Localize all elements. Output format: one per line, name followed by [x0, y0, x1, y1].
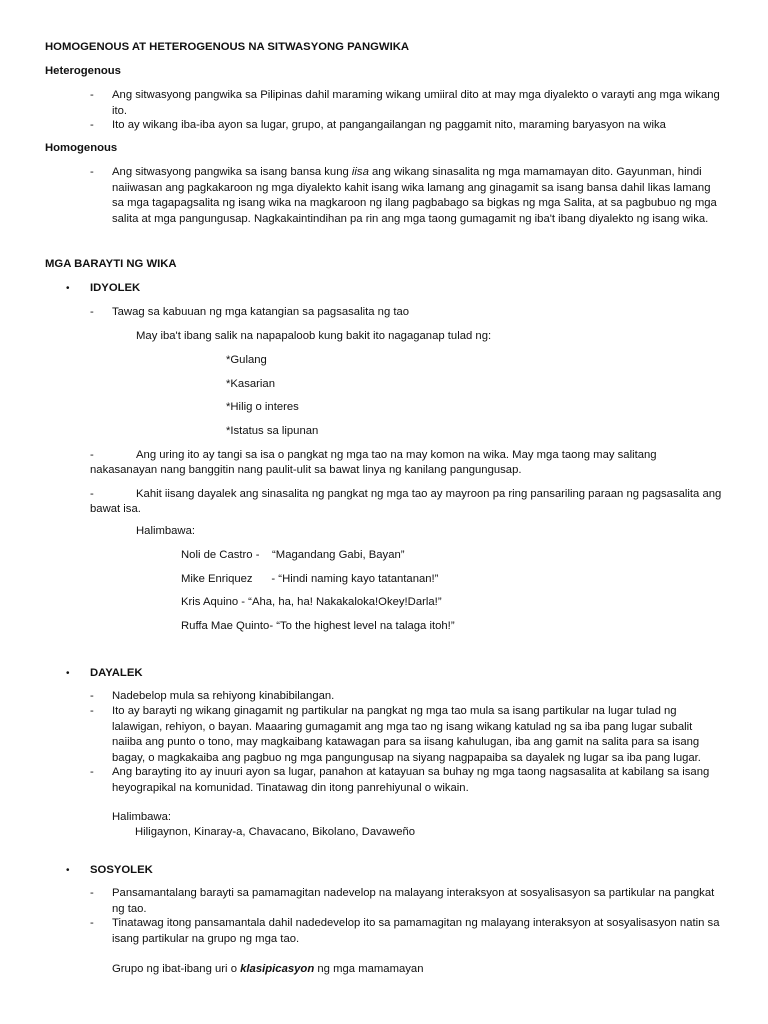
heterogenous-heading: Heterogenous [45, 65, 121, 77]
dayalek-heading: DAYALEK [90, 667, 143, 679]
salik-item: *Istatus sa lipunan [226, 425, 319, 437]
document-title: HOMOGENOUS AT HETEROGENOUS NA SITWASYONG PANGWIKA [45, 41, 410, 53]
barayti-heading: MGA BARAYTI NG WIKA [45, 258, 177, 270]
heterogenous-item-1: Ang sitwasyong pangwika sa Pilipinas dahil maraming wikang umiiral dito at may mga diyalekto o varayti ang mga wikang ito. [112, 89, 720, 117]
idyolek-paragraph-2-lead: Kahit iisang dayalek ang sinasalita ng pangkat ng mga tao ay mayroon pa ring pansariling paraan ng pagsasalita ang [136, 488, 722, 500]
salik-item: *Gulang [226, 354, 267, 366]
heterogenous-item-2: Ito ay wikang iba-iba ayon sa lugar, grupo, at pangangailangan ng paggamit nito, maraming baryasyon na wika [112, 119, 666, 131]
dayalek-item-3: Ang barayting ito ay inuuri ayon sa lugar, panahon at katayuan sa buhay ng mga taong nagsasalita at kabilang sa isang heyograpikal na komunidad. Tinatawag din itong panrehiyunal o wikain. [112, 766, 710, 794]
sosyolek-item-2: Tinatawag itong pansamantala dahil nadedevelop ito sa pamamagitan ng malayang interaksyon at sosyalisasyon natin sa isang partikular na grupo ng mga tao. [112, 917, 720, 945]
bullet-marker: • [66, 865, 70, 876]
dayalek-halimbawa-label: Halimbawa: [112, 811, 172, 823]
sosyolek-last-start: Grupo ng ibat-ibang uri o [112, 963, 241, 975]
bullet-marker: • [66, 283, 70, 294]
homogenous-emphasis: iisa [351, 166, 369, 178]
dash-marker: - [90, 89, 94, 101]
dash-marker: - [90, 449, 94, 461]
homogenous-heading: Homogenous [45, 142, 118, 154]
idyolek-example: Noli de Castro - “Magandang Gabi, Bayan” [181, 549, 405, 561]
homogenous-text-end: ang wikang sinasalita ng mga mamamayan dito. Gayunman, hindi naiiwasan ang pagkakaroon ng mga diyalekto kahit isang wika lamang ang ginagamit sa isang bansa dahil likas lamang sa mga tagapagsalita ng isang wika na magkaroon ng ilang pagbabago sa bigkas ng mga Salita, at sa pagbubuo ng mga salita at mga pangungusap. Nagkakaintindihan pa rin ang mga taong gumagamit ng iba't ibang diyalekto ng isang wika. [112, 166, 717, 225]
idyolek-heading: IDYOLEK [90, 282, 141, 294]
idyolek-salik-intro: May iba't ibang salik na napapaloob kung bakit ito nagaganap tulad ng: [136, 330, 492, 342]
idyolek-example: Mike Enriquez - “Hindi naming kayo tatantanan!” [181, 573, 439, 585]
dash-marker: - [90, 488, 94, 500]
dash-marker: - [90, 690, 94, 702]
sosyolek-emphasis: klasipicasyon [240, 963, 315, 975]
dayalek-item-1: Nadebelop mula sa rehiyong kinabibilangan. [112, 690, 335, 702]
dayalek-item-2: Ito ay barayti ng wikang ginagamit ng partikular na pangkat ng mga tao mula sa isang partikular na lugar tulad ng lalawigan, rehiyon, o bayan. Maaaring gumagamit ang mga tao ng isang wikang katulad ng sa iba pang lugar subalit naiiba ang punto o tono, may magkaibang katawagan para sa iisang kahulugan, iba ang gamit na salita para sa isang bagay, o magkakaiba ang pagbuo ng mga pangungusap na siyang nagpapaiba sa dayalek ng lugar sa iba pang lugar. [112, 705, 701, 764]
salik-item: *Hilig o interes [226, 401, 299, 413]
dash-marker: - [90, 166, 94, 178]
dash-marker: - [90, 887, 94, 899]
dash-marker: - [90, 119, 94, 131]
sosyolek-item-1: Pansamantalang barayti sa pamamagitan nadevelop na malayang interaksyon at sosyalisasyon sa partikular na pangkat ng tao. [112, 887, 715, 915]
dash-marker: - [90, 306, 94, 318]
salik-item: *Kasarian [226, 378, 275, 390]
sosyolek-heading: SOSYOLEK [90, 864, 153, 876]
idyolek-paragraph-2-rest: bawat isa. [90, 503, 141, 515]
dash-marker: - [90, 766, 94, 778]
homogenous-item [112, 165, 724, 227]
homogenous-text-start: Ang sitwasyong pangwika sa isang bansa kung [112, 166, 352, 178]
dash-marker: - [90, 917, 94, 929]
sosyolek-last-line [112, 962, 424, 978]
idyolek-paragraph-1-rest: nakasanayan nang banggitin nang paulit-ulit sa bawat linya ng kanilang pangungusap. [90, 464, 522, 476]
idyolek-example: Ruffa Mae Quinto- “To the highest level na talaga itoh!” [181, 620, 455, 632]
idyolek-example: Kris Aquino - “Aha, ha, ha! Nakakaloka!Okey!Darla!” [181, 596, 442, 608]
idyolek-paragraph-1-lead: Ang uring ito ay tangi sa isa o pangkat ng mga tao na may komon na wika. May mga taong may salitang [136, 449, 657, 461]
dash-marker: - [90, 705, 94, 717]
idyolek-definition: Tawag sa kabuuan ng mga katangian sa pagsasalita ng tao [112, 306, 410, 318]
bullet-marker: • [66, 668, 70, 679]
dayalek-halimbawa-text: Hiligaynon, Kinaray-a, Chavacano, Bikolano, Davaweño [135, 826, 416, 838]
idyolek-halimbawa-label: Halimbawa: [136, 525, 196, 537]
sosyolek-last-end: ng mga mamamayan [314, 963, 424, 975]
